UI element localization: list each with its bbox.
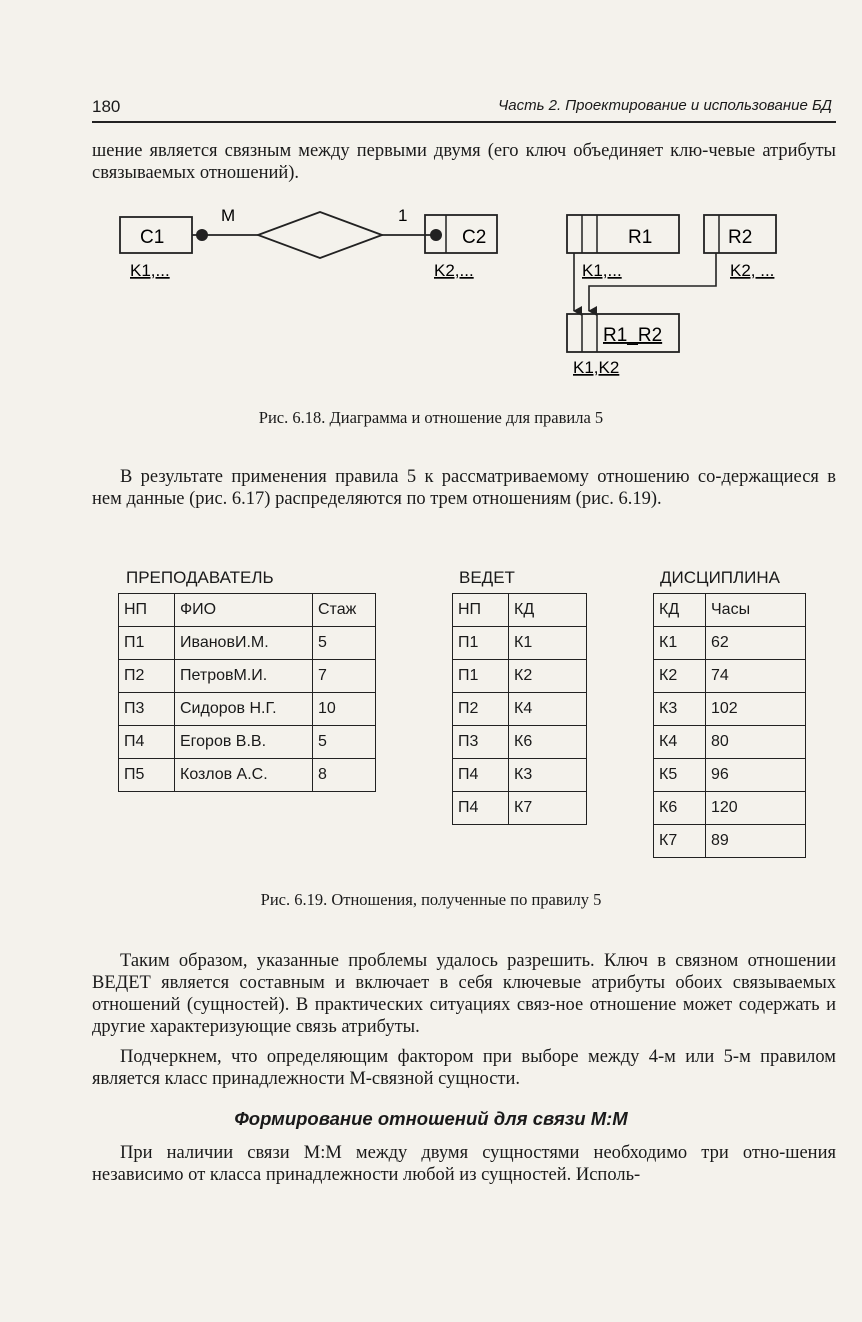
key-r1r2: K1,K2: [573, 358, 620, 377]
table-cell: Козлов А.С.: [175, 759, 313, 792]
table-cell: 80: [706, 726, 806, 759]
table-cell: П1: [119, 627, 175, 660]
er-diagram: [0, 0, 862, 400]
table-cell: П4: [453, 792, 509, 825]
table-cell: Сидоров Н.Г.: [175, 693, 313, 726]
relationship-diamond: [258, 212, 382, 258]
paragraph-conclusion: Таким образом, указанные проблемы удалось разрешить. Ключ в связном отношении ВЕДЕТ является составным и включает в себя ключевые атрибуты обоих связываемых отношений (сущностей). В практических ситуациях связ-ное отношение может содержать и другие характеризующие связь атрибуты.: [92, 951, 836, 1037]
table-cell: П3: [119, 693, 175, 726]
table-header-row: [453, 594, 587, 627]
table-row: [654, 726, 806, 759]
page-number: 180: [92, 97, 121, 116]
table-cell: 5: [313, 726, 376, 759]
table-row: [654, 627, 806, 660]
table-cell: 7: [313, 660, 376, 693]
paragraph-mm: При наличии связи М:М между двумя сущностями необходимо три отно-шения независимо от класса принадлежности любой из сущностей. Исполь-: [92, 1143, 836, 1185]
relation-r2-label: R2: [728, 227, 753, 248]
table-cell: К3: [509, 759, 587, 792]
table-cell: К5: [654, 759, 706, 792]
table-cell: 96: [706, 759, 806, 792]
entity-c1-label: C1: [140, 227, 165, 248]
table-row: [119, 627, 376, 660]
table-row: [453, 627, 587, 660]
key-r1: K1,...: [582, 261, 622, 280]
table-header-row: [654, 594, 806, 627]
table-cell: 120: [706, 792, 806, 825]
relation-r1-label: R1: [628, 227, 653, 248]
table-cell: П1: [453, 627, 509, 660]
column-header: ФИО: [175, 594, 313, 627]
table-cell: П2: [453, 693, 509, 726]
table-cell: 74: [706, 660, 806, 693]
table-row: [453, 792, 587, 825]
table-cell: 89: [706, 825, 806, 858]
table-cell: 62: [706, 627, 806, 660]
column-header: Часы: [706, 594, 806, 627]
table-cell: К4: [509, 693, 587, 726]
table-cell: Егоров В.В.: [175, 726, 313, 759]
column-header: КД: [654, 594, 706, 627]
table-cell: К2: [509, 660, 587, 693]
key-c2: K2,...: [434, 261, 474, 280]
running-title: Часть 2. Проектирование и использование БД: [498, 97, 832, 114]
table-cell: П2: [119, 660, 175, 693]
paragraph-rule5: В результате применения правила 5 к рассматриваемому отношению со-держащиеся в нем данные (рис. 6.17) распределяются по трем отношениям (рис. 6.19).: [92, 467, 836, 509]
table-cell: П1: [453, 660, 509, 693]
table-discipline: [653, 593, 806, 858]
column-header: НП: [453, 594, 509, 627]
table-row: [119, 726, 376, 759]
table-row: [453, 693, 587, 726]
table-row: [654, 660, 806, 693]
table-cell: 8: [313, 759, 376, 792]
entity-c2-label: C2: [462, 227, 487, 248]
table-leads-title: ВЕДЕТ: [459, 568, 515, 587]
column-header: НП: [119, 594, 175, 627]
table-row: [453, 759, 587, 792]
table-discipline-title: ДИСЦИПЛИНА: [660, 568, 781, 587]
table-row: [654, 825, 806, 858]
table-leads: [452, 593, 587, 825]
table-cell: К6: [654, 792, 706, 825]
key-c1: K1,...: [130, 261, 170, 280]
key-r2: K2, ...: [730, 261, 775, 280]
table-cell: П4: [119, 726, 175, 759]
cardinality-m: M: [221, 206, 236, 225]
figure-619-caption: Рис. 6.19. Отношения, полученные по правилу 5: [260, 890, 602, 909]
table-cell: К3: [654, 693, 706, 726]
table-cell: К7: [654, 825, 706, 858]
table-cell: ПетровМ.И.: [175, 660, 313, 693]
table-cell: П5: [119, 759, 175, 792]
table-cell: К7: [509, 792, 587, 825]
column-header: Стаж: [313, 594, 376, 627]
table-cell: П4: [453, 759, 509, 792]
table-row: [119, 660, 376, 693]
figure-618-caption: Рис. 6.18. Диаграмма и отношение для правила 5: [258, 408, 604, 427]
table-cell: 5: [313, 627, 376, 660]
table-cell: К2: [654, 660, 706, 693]
table-row: [654, 693, 806, 726]
table-cell: К6: [509, 726, 587, 759]
paragraph-factor: Подчеркнем, что определяющим фактором при выборе между 4-м или 5-м правилом является класс принадлежности М-связной сущности.: [92, 1047, 836, 1089]
table-cell: 102: [706, 693, 806, 726]
table-cell: К4: [654, 726, 706, 759]
cardinality-1: 1: [398, 206, 408, 225]
table-row: [453, 726, 587, 759]
table-cell: П3: [453, 726, 509, 759]
relation-r1-box: [567, 215, 679, 253]
table-row: [119, 693, 376, 726]
table-row: [654, 792, 806, 825]
membership-dot-c2: [430, 229, 442, 241]
table-teacher-title: ПРЕПОДАВАТЕЛЬ: [126, 568, 274, 587]
table-cell: ИвановИ.М.: [175, 627, 313, 660]
intro-paragraph: шение является связным между первыми двумя (его ключ объединяет клю-чевые атрибуты связываемых отношений).: [92, 141, 836, 183]
table-cell: К1: [509, 627, 587, 660]
table-cell: 10: [313, 693, 376, 726]
table-row: [119, 759, 376, 792]
table-row: [654, 759, 806, 792]
table-teacher: [118, 593, 376, 792]
relation-r1r2-label: R1_R2: [603, 325, 663, 346]
table-row: [453, 660, 587, 693]
table-cell: К1: [654, 627, 706, 660]
column-header: КД: [509, 594, 587, 627]
table-header-row: [119, 594, 376, 627]
section-title: Формирование отношений для связи М:М: [234, 1108, 628, 1129]
